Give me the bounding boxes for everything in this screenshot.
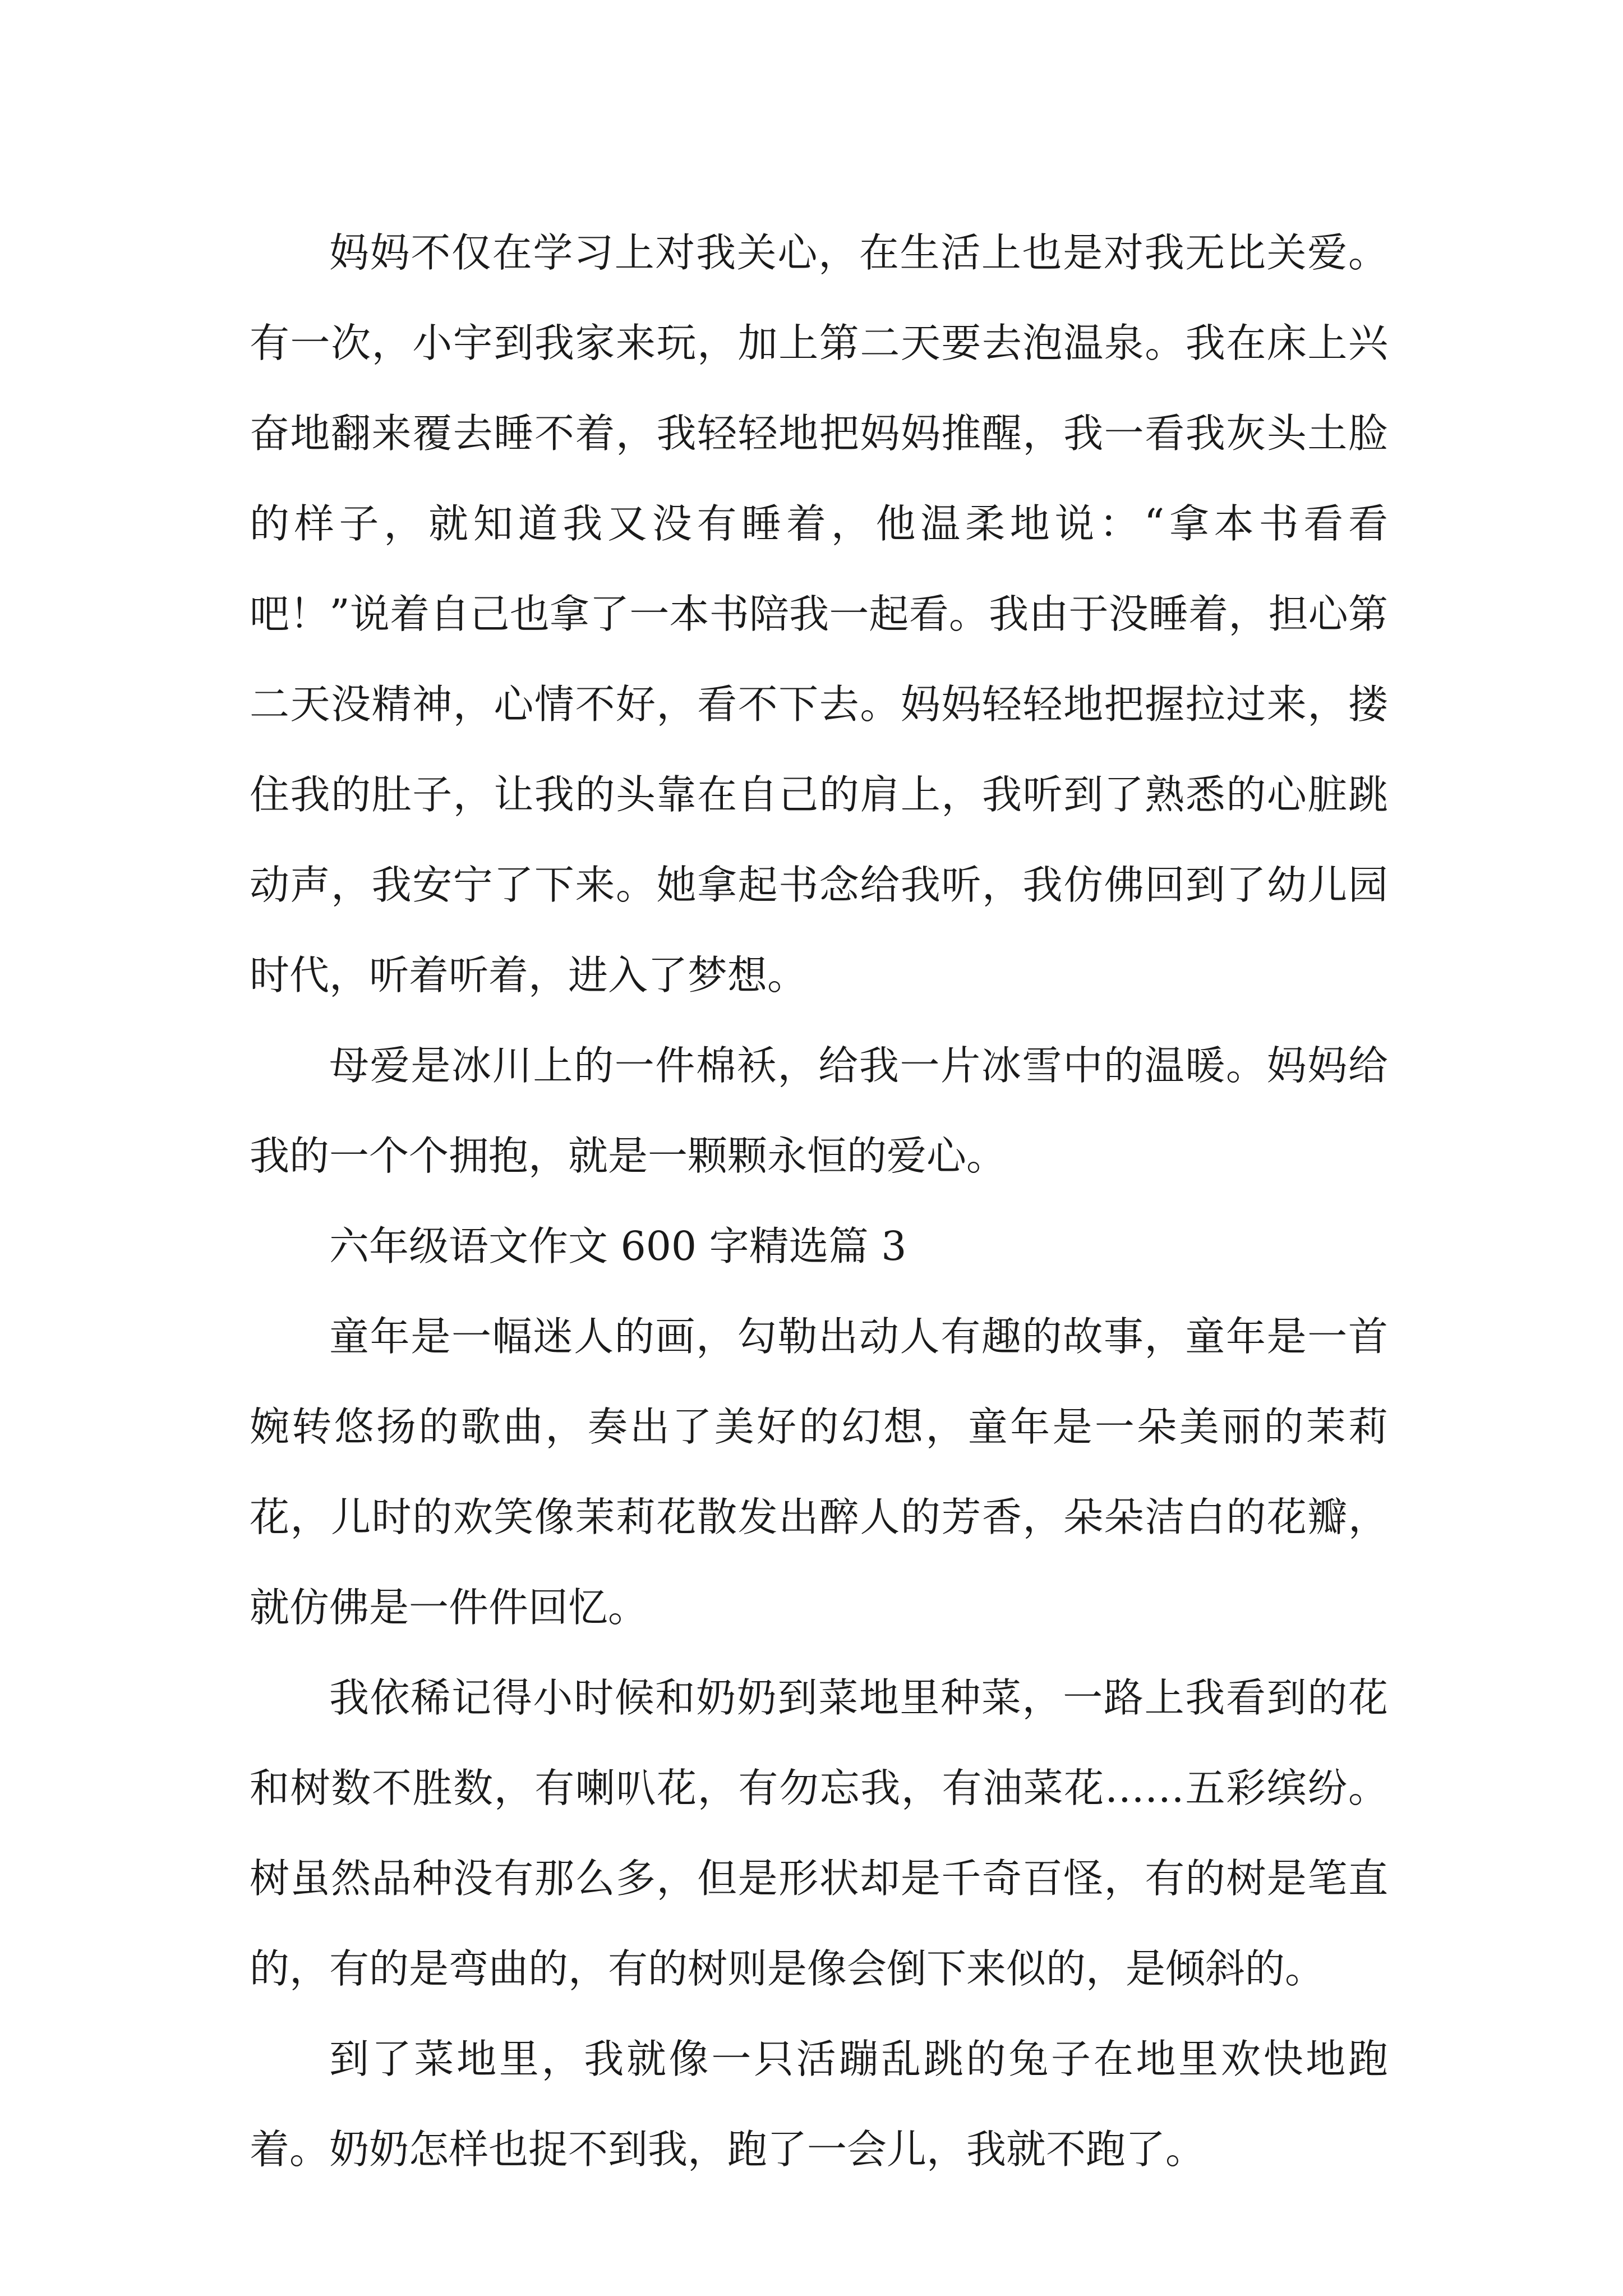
paragraph-mother-love: 母爱是冰川上的一件棉袄，给我一片冰雪中的温暖。妈妈给我的一个个拥抱，就是一颗颗永恒的爱心。: [250, 1042, 1388, 1179]
paragraph-vegetable-garden: 我依稀记得小时候和奶奶到菜地里种菜，一路上我看到的花和树数不胜数，有喇叭花，有勿忘我，有油菜花……五彩缤纷。树虽然品种没有那么多，但是形状却是千奇百怪，有的树是笔直的，有的是弯曲的，有的树则是像会倒下来似的，是倾斜的。: [250, 1674, 1388, 1992]
paragraph-childhood: 童年是一幅迷人的画，勾勒出动人有趣的故事，童年是一首婉转悠扬的歌曲，奏出了美好的幻想，童年是一朵美丽的茉莉花，儿时的欢笑像茉莉花散发出醉人的芳香，朵朵洁白的花瓣，就仿佛是一件件回忆。: [250, 1313, 1388, 1631]
paragraph-running: 到了菜地里，我就像一只活蹦乱跳的兔子在地里欢快地跑着。奶奶怎样也捉不到我，跑了一会儿，我就不跑了。: [250, 2036, 1388, 2173]
document-page: [250, 208, 1388, 2194]
paragraph-mother-care: 妈妈不仅在学习上对我关心，在生活上也是对我无比关爱。有一次，小宇到我家来玩，加上第二天要去泡温泉。我在床上兴奋地翻来覆去睡不着，我轻轻地把妈妈推醒，我一看我灰头土脸的样子，就知道我又没有睡着，他温柔地说：“拿本书看看吧！”说着自己也拿了一本书陪我一起看。我由于没睡着，担心第二天没精神，心情不好，看不下去。妈妈轻轻地把握拉过来，搂住我的肚子，让我的头靠在自己的肩上，我听到了熟悉的心脏跳动声，我安宁了下来。她拿起书念给我听，我仿佛回到了幼儿园时代，听着听着，进入了梦想。: [250, 229, 1388, 999]
section-heading: 六年级语文作文 600 字精选篇 3: [329, 1223, 907, 1269]
